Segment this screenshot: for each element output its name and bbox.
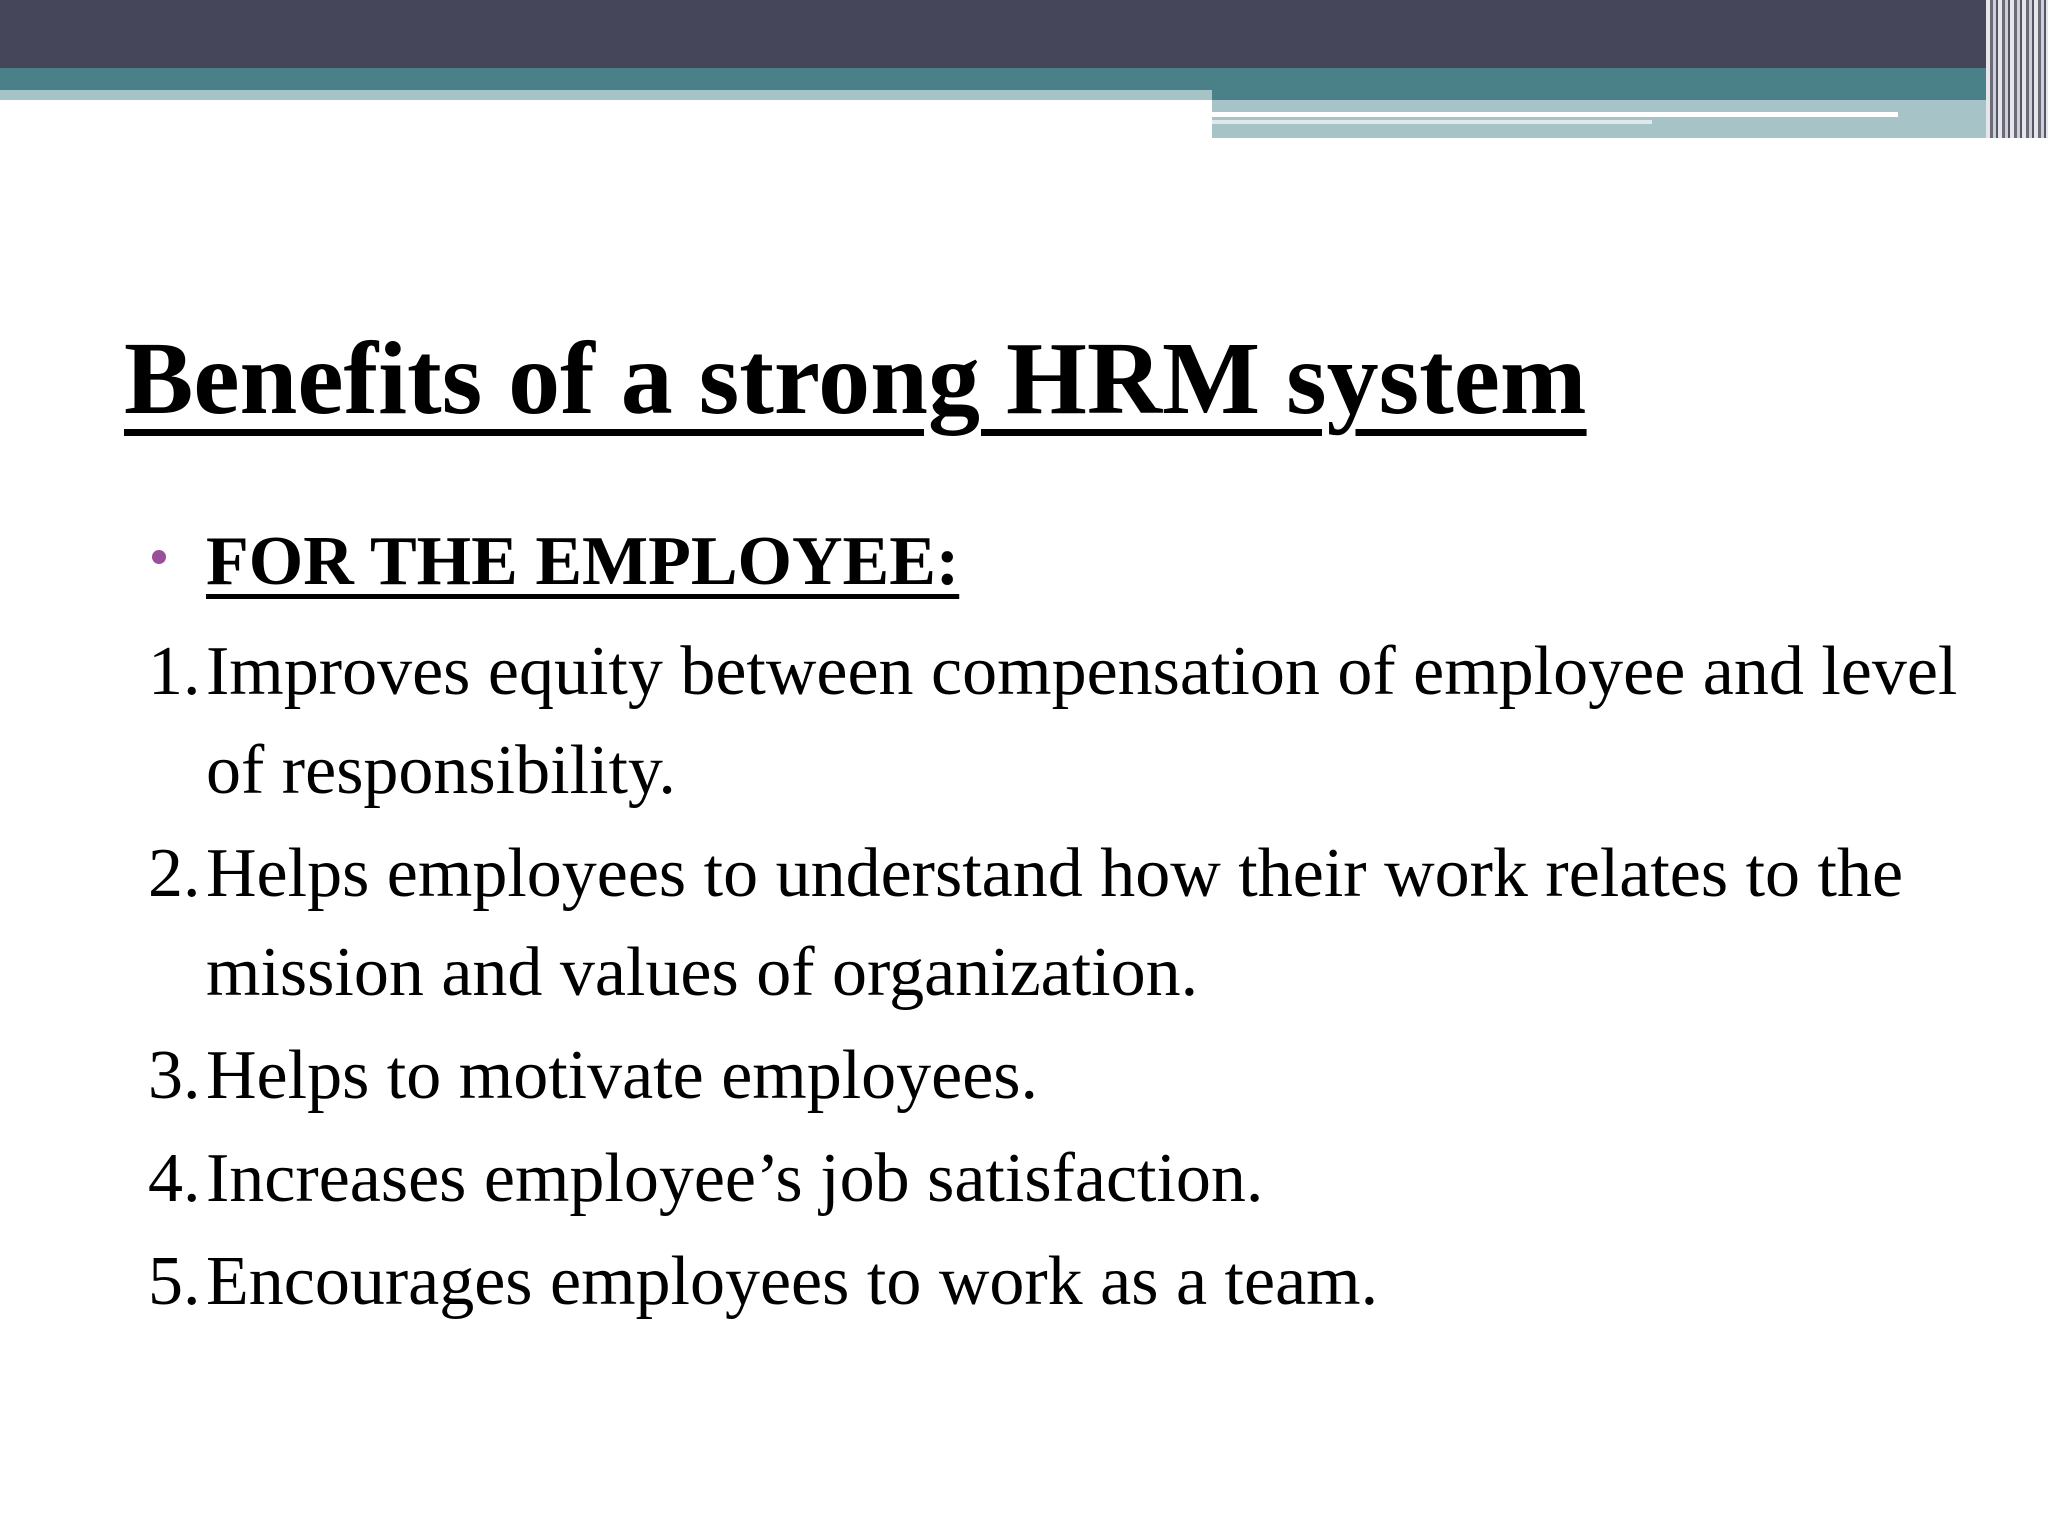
- list-item-number: 1.: [148, 633, 201, 710]
- header-band-dark: [0, 0, 2048, 68]
- list-item: [148, 1026, 1968, 1125]
- section-heading-row: [148, 522, 1968, 622]
- list-item-text: Helps employees to understand how their work relates to the mission and values of organization.: [206, 835, 1904, 1011]
- header-accent-line: [1212, 120, 1652, 124]
- list-item: [148, 1232, 1968, 1331]
- corner-stripes-decoration: [1986, 0, 2048, 138]
- list-item: [148, 622, 1968, 820]
- slide-title: Benefits of a strong HRM system: [124, 321, 1587, 436]
- section-heading: FOR THE EMPLOYEE:: [206, 523, 960, 600]
- list-item: [148, 824, 1968, 1022]
- list-item-text: Improves equity between compensation of employee and level of responsibility.: [206, 633, 1958, 809]
- list-item-text: Increases employee’s job satisfaction.: [206, 1140, 1264, 1217]
- list-item-number: 2.: [148, 835, 201, 912]
- list-item-number: 5.: [148, 1243, 201, 1320]
- header-accent-line: [1212, 112, 1898, 117]
- list-item-number: 3.: [148, 1037, 201, 1114]
- bullet-icon: [152, 550, 166, 564]
- benefit-list: [148, 622, 1968, 1331]
- slide-body: [148, 522, 1968, 1335]
- header-band-light: [0, 90, 1212, 100]
- header-band-teal: [0, 68, 2048, 90]
- list-item: [148, 1129, 1968, 1228]
- header-band-pale-right: [1212, 100, 2048, 138]
- list-item-text: Encourages employees to work as a team.: [206, 1243, 1379, 1320]
- list-item-text: Helps to motivate employees.: [206, 1037, 1039, 1114]
- list-item-number: 4.: [148, 1140, 201, 1217]
